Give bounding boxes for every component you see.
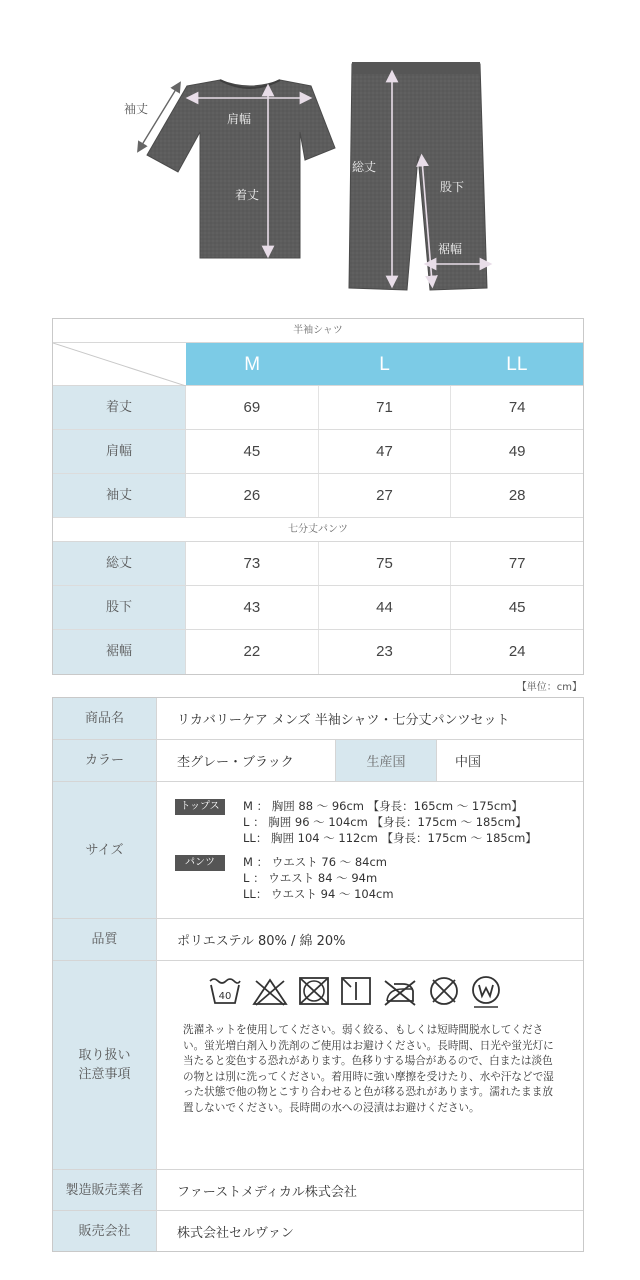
hem-width-label: 裾幅 <box>438 242 463 256</box>
color-origin-cell <box>157 740 583 781</box>
table-cell: 27 <box>319 474 452 517</box>
table-cell: 23 <box>319 630 452 674</box>
table-cell: 28 <box>508 487 526 504</box>
table-row <box>53 430 583 474</box>
care-label: 取り扱い 注意事項 <box>53 961 157 1169</box>
header-corner <box>53 343 186 385</box>
product-info-table <box>52 697 584 1252</box>
pants-size-line: M ： ウエスト 76 〜 84cm <box>243 855 387 869</box>
table-cell: 49 <box>508 443 526 460</box>
table-cell: 24 <box>508 643 526 660</box>
corner-diagonal <box>53 343 186 386</box>
tops-tag: トップス <box>175 799 225 815</box>
care-row <box>53 961 583 1170</box>
maker-label: 製造販売業者 <box>53 1170 157 1210</box>
no-iron-icon <box>381 975 419 1007</box>
tops-size-line: LL： 胸囲 104 〜 112cm 【身長：175cm 〜 185cm】 <box>243 831 537 845</box>
pants-shape <box>349 62 487 290</box>
maker-row <box>53 1170 583 1211</box>
no-dry-clean-icon <box>427 975 461 1007</box>
size-header-row <box>53 343 583 386</box>
row-label: 肩幅 <box>53 430 186 473</box>
product-name-row <box>53 698 583 740</box>
garment-illustration <box>0 0 640 300</box>
no-tumble-dry-icon <box>297 975 331 1007</box>
row-label: 股下 <box>53 586 186 629</box>
pants-size-line: L ： ウエスト 84 〜 94m <box>243 871 378 885</box>
table-row <box>53 474 583 518</box>
garment-drawing <box>0 0 640 300</box>
care-icons <box>207 975 503 1009</box>
table-cell: 44 <box>319 586 452 629</box>
tops-size-group <box>175 798 537 846</box>
seller-label: 販売会社 <box>53 1211 157 1251</box>
no-bleach-icon <box>251 975 289 1007</box>
length-label: 着丈 <box>235 188 260 202</box>
size-header-l: L <box>318 343 450 385</box>
origin-value: 中国 <box>455 755 482 770</box>
care-instructions-text: 洗濯ネットを使用してください。弱く絞る、もしくは短時間脱水してください。蛍光増白剤入り洗剤のご使用はお避けください。長時間、日光や蛍光灯に当たると変色する恐れがあります。色移りする場合があるので、白または淡色の物とは別に洗ってください。着用時に強い摩擦を受けたり、水や汗などで湿った状態で他の物とこすり合わせると色が移る恐れがあります。濡れたまま放置しないでください。長時間の水への浸漬はお避けください。 <box>183 1024 554 1114</box>
quality-row <box>53 919 583 961</box>
tops-size-line: L ： 胸囲 96 〜 104cm 【身長：175cm 〜 185cm】 <box>243 815 527 829</box>
table-row <box>53 386 583 430</box>
pants-tag: パンツ <box>175 855 225 871</box>
size-header-ll: LL <box>451 343 583 385</box>
table-cell: 75 <box>319 542 452 585</box>
table-cell: 43 <box>186 586 319 629</box>
shoulder-label: 肩幅 <box>227 112 252 126</box>
row-label: 裾幅 <box>53 630 186 674</box>
size-label: サイズ <box>53 782 157 918</box>
row-label: 袖丈 <box>53 474 186 517</box>
row-label: 着丈 <box>53 386 186 429</box>
table-cell: 69 <box>186 386 319 429</box>
table-cell: 22 <box>186 630 319 674</box>
table-cell: 47 <box>319 430 452 473</box>
maker-value: ファーストメディカル株式会社 <box>177 1184 357 1200</box>
table-cell: 74 <box>508 399 526 416</box>
quality-label: 品質 <box>53 919 157 960</box>
row-label: 総丈 <box>53 542 186 585</box>
origin-label: 生産国 <box>335 740 437 781</box>
wet-clean-icon <box>469 975 503 1009</box>
pants-size-line: LL： ウエスト 94 〜 104cm <box>243 887 394 901</box>
inseam-label: 股下 <box>440 180 465 194</box>
product-name-value: リカバリーケア メンズ 半袖シャツ・七分丈パンツセット <box>177 713 510 728</box>
tshirt-shape <box>147 80 335 258</box>
pants-size-group <box>175 854 537 902</box>
size-row <box>53 782 583 919</box>
table-cell: 73 <box>186 542 319 585</box>
color-label: カラー <box>53 740 157 781</box>
table-cell: 71 <box>319 386 452 429</box>
shirt-caption: 半袖シャツ <box>53 319 583 343</box>
size-header-m: M <box>186 343 318 385</box>
sleeve-label: 袖丈 <box>124 102 149 116</box>
care-details <box>157 961 583 1169</box>
size-details <box>157 782 583 918</box>
size-table <box>52 318 584 675</box>
seller-value: 株式会社セルヴァン <box>177 1225 294 1241</box>
color-row <box>53 740 583 782</box>
wash-40-icon <box>207 975 243 1007</box>
table-cell: 26 <box>186 474 319 517</box>
table-row <box>53 630 583 674</box>
unit-note: 【単位：cm】 <box>516 682 582 693</box>
line-dry-icon <box>339 975 373 1007</box>
table-row <box>53 542 583 586</box>
product-name-label: 商品名 <box>53 698 157 739</box>
table-row <box>53 586 583 630</box>
tops-size-line: M ： 胸囲 88 〜 96cm 【身長：165cm 〜 175cm】 <box>243 799 523 813</box>
table-cell: 77 <box>508 555 526 572</box>
wash-temp-text: 40 <box>218 991 232 1002</box>
table-cell: 45 <box>508 599 526 616</box>
color-value: 杢グレー・ブラック <box>177 755 294 770</box>
table-cell: 45 <box>186 430 319 473</box>
total-length-label: 総丈 <box>352 160 377 174</box>
quality-value: ポリエステル 80% / 綿 20% <box>177 934 346 949</box>
seller-row <box>53 1211 583 1251</box>
pants-caption: 七分丈パンツ <box>53 518 583 542</box>
